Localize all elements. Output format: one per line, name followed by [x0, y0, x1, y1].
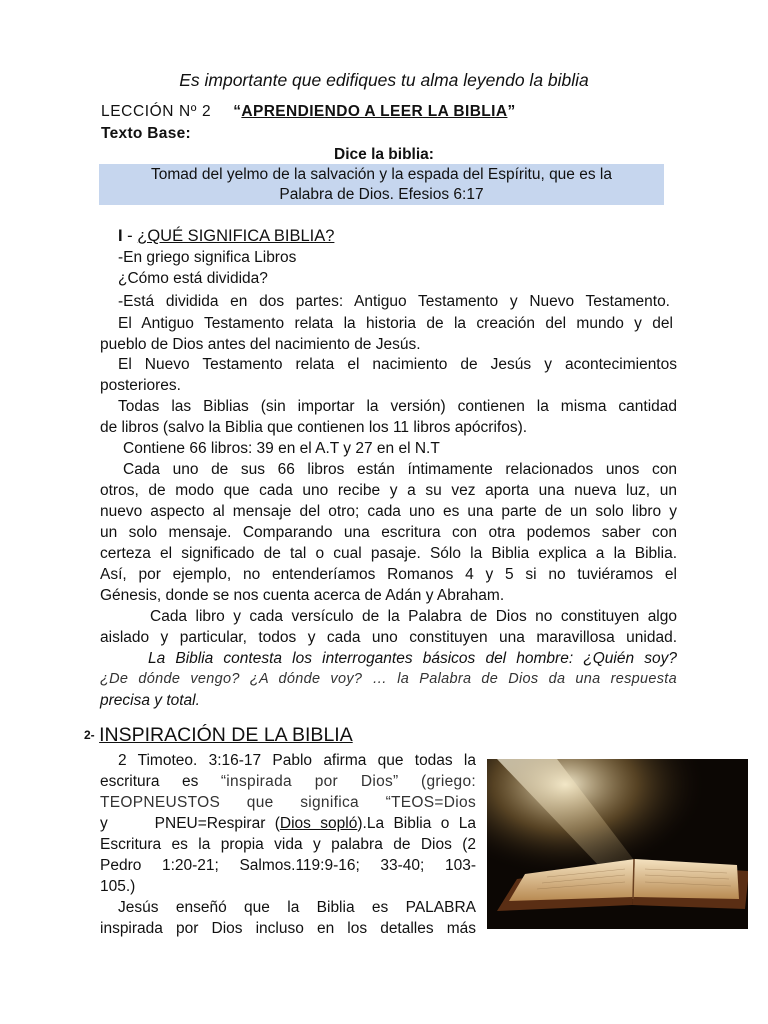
paragraph-line: Contiene 66 libros: 39 en el A.T y 27 en el N.T [123, 440, 440, 457]
paragraph-line: Pedro 1:20-21; Salmos.119:9-16; 33-40; 103- [100, 857, 476, 874]
paragraph-line: 2 Timoteo. 3:16-17 Pablo afirma que todas la [118, 752, 476, 769]
paragraph-line: 105.) [100, 878, 136, 895]
lesson-title: “APRENDIENDO A LEER LA BIBLIA” [233, 103, 516, 120]
dice-la-biblia-label: Dice la biblia: [334, 146, 434, 163]
verse-line: Tomad del yelmo de la salvación y la espada del Espíritu, que es la [151, 166, 612, 183]
paragraph-line: otros, de modo que cada uno recibe y a su vez aporta una nueva luz, un [100, 482, 677, 499]
section1-heading: I - ¿QUÉ SIGNIFICA BIBLIA? [118, 227, 335, 245]
paragraph-line: Cada libro y cada versículo de la Palabra de Dios no constituyen algo [150, 608, 677, 625]
paragraph-line: Escritura es la propia vida y palabra de Dios (2 [100, 836, 476, 853]
open-bible-image [487, 759, 748, 929]
paragraph-line: escritura es “inspirada por Dios” (griego: [100, 773, 476, 790]
paragraph-line: nuevo aspecto al mensaje del otro; cada uno es una parte de un solo libro y [100, 503, 677, 520]
italic-line: La Biblia contesta los interrogantes básicos del hombre: ¿Quién soy? [148, 650, 677, 667]
paragraph-line: -Está dividida en dos partes: Antiguo Testamento y Nuevo Testamento. [118, 293, 670, 310]
section2-number: 2- [84, 728, 95, 742]
paragraph-line: TEOPNEUSTOS que significa “TEOS=Dios [100, 794, 476, 811]
paragraph-line: inspirada por Dios incluso en los detalles más [100, 920, 476, 937]
paragraph-line: -En griego significa Libros [118, 249, 297, 266]
texto-base-label: Texto Base: [101, 125, 192, 142]
lesson-number: LECCIÓN Nº 2 [101, 103, 212, 120]
section2-heading [84, 724, 353, 747]
paragraph-line: pueblo de Dios antes del nacimiento de Jesús. [100, 336, 421, 353]
paragraph-line: Génesis, donde se nos cuenta acerca de Adán y Abraham. [100, 587, 505, 604]
lesson-heading [101, 101, 516, 122]
paragraph-line: El Nuevo Testamento relata el nacimiento de Jesús y acontecimientos [118, 356, 677, 373]
paragraph-line: certeza el significado de tal o cual pasaje. Sólo la Biblia explica a la Biblia. [100, 545, 677, 562]
italic-line: precisa y total. [100, 692, 200, 709]
paragraph-line: posteriores. [100, 377, 181, 394]
italic-line: ¿De dónde vengo? ¿A dónde voy? … la Palabra de Dios da una respuesta [100, 671, 677, 687]
paragraph-line: de libros (salvo la Biblia que contienen los 11 libros apócrifos). [100, 419, 528, 436]
paragraph-line: aislado y particular, todos y cada uno constituyen una maravillosa unidad. [100, 629, 677, 646]
page-header: Es importante que edifiques tu alma leyendo la biblia [179, 70, 589, 90]
paragraph-line: Cada uno de sus 66 libros están íntimamente relacionados unos con [123, 461, 677, 478]
paragraph-line: El Antiguo Testamento relata la historia de la creación del mundo y del [118, 315, 673, 332]
paragraph-line: Jesús enseñó que la Biblia es PALABRA [118, 899, 476, 916]
paragraph-line: y PNEU=Respirar (Dios sopló).La Biblia o La [100, 815, 476, 832]
paragraph-line: un solo mensaje. Comparando una escritura con otra podemos saber con [100, 524, 677, 541]
paragraph-line: Todas las Biblias (sin importar la versión) contienen la misma cantidad [118, 398, 677, 415]
paragraph-line: Así, por ejemplo, no entenderíamos Romanos 4 y 5 si no tuviéramos el [100, 566, 677, 583]
section2-title: INSPIRACIÓN DE LA BIBLIA [99, 724, 353, 746]
paragraph-line: ¿Cómo está dividida? [118, 270, 268, 287]
verse-line: Palabra de Dios. Efesios 6:17 [279, 186, 484, 203]
verse-box [99, 164, 664, 205]
